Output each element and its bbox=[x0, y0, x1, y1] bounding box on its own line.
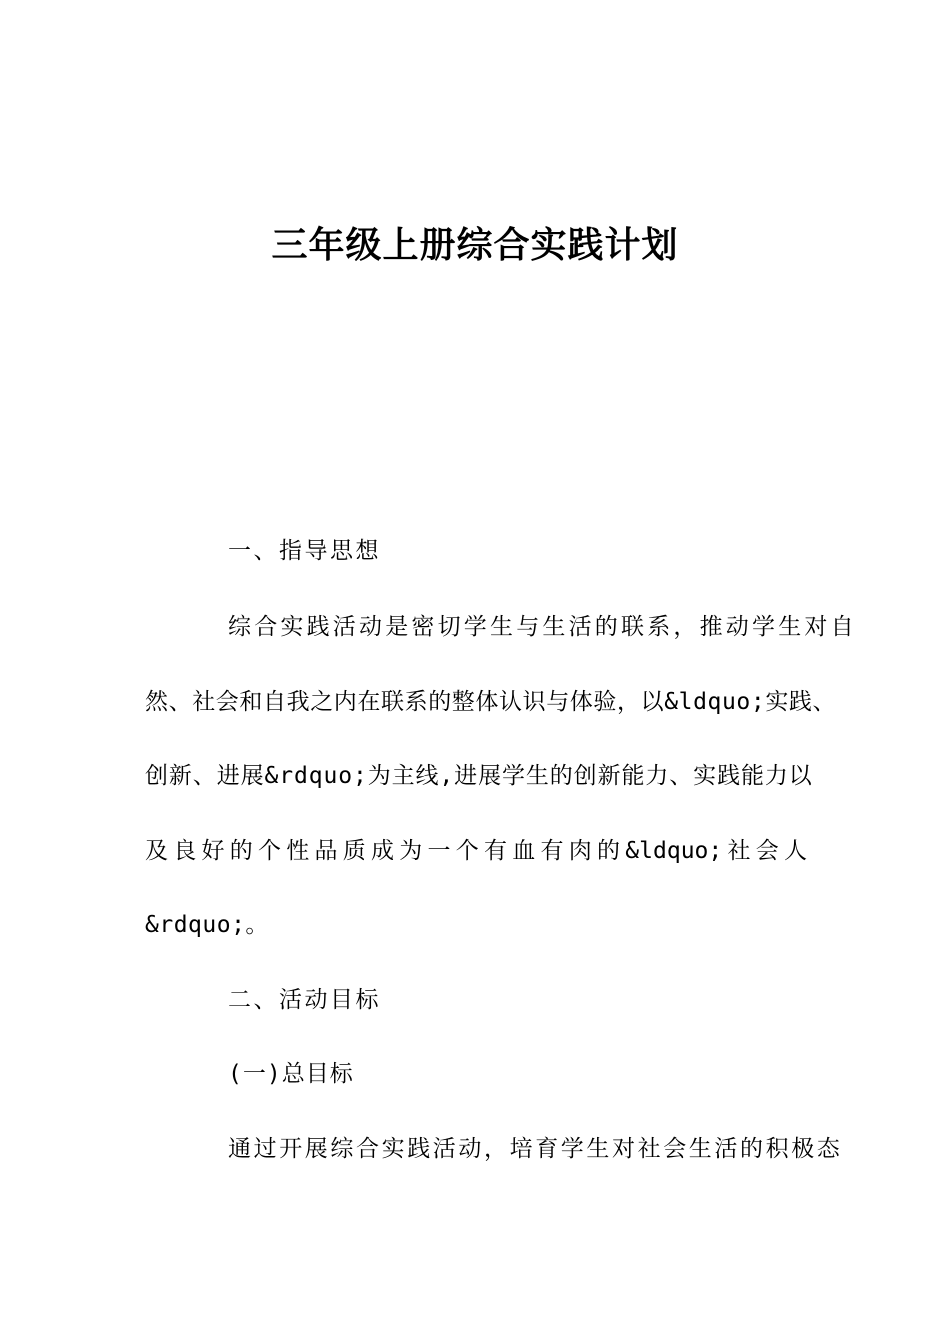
paragraph-line: 创新、进展&rdquo;为主线,进展学生的创新能力、实践能力以 bbox=[145, 763, 813, 789]
section-heading-2: 二、活动目标 bbox=[228, 987, 381, 1013]
paragraph-line: 及良好的个性品质成为一个有血有肉的&ldquo;社会人 bbox=[145, 838, 807, 864]
paragraph-line: 综合实践活动是密切学生与生活的联系，推动学生对自 bbox=[228, 614, 857, 640]
paragraph-line: 然、社会和自我之内在联系的整体认识与体验，以&ldquo;实践、 bbox=[145, 689, 837, 715]
paragraph-line: 通过开展综合实践活动，培育学生对社会生活的积极态 bbox=[228, 1136, 843, 1162]
section-heading-1: 一、指导思想 bbox=[228, 538, 381, 564]
paragraph-line: &rdquo;。 bbox=[145, 912, 269, 938]
page-title: 三年级上册综合实践计划 bbox=[271, 225, 679, 266]
subsection-heading: (一)总目标 bbox=[228, 1061, 354, 1087]
